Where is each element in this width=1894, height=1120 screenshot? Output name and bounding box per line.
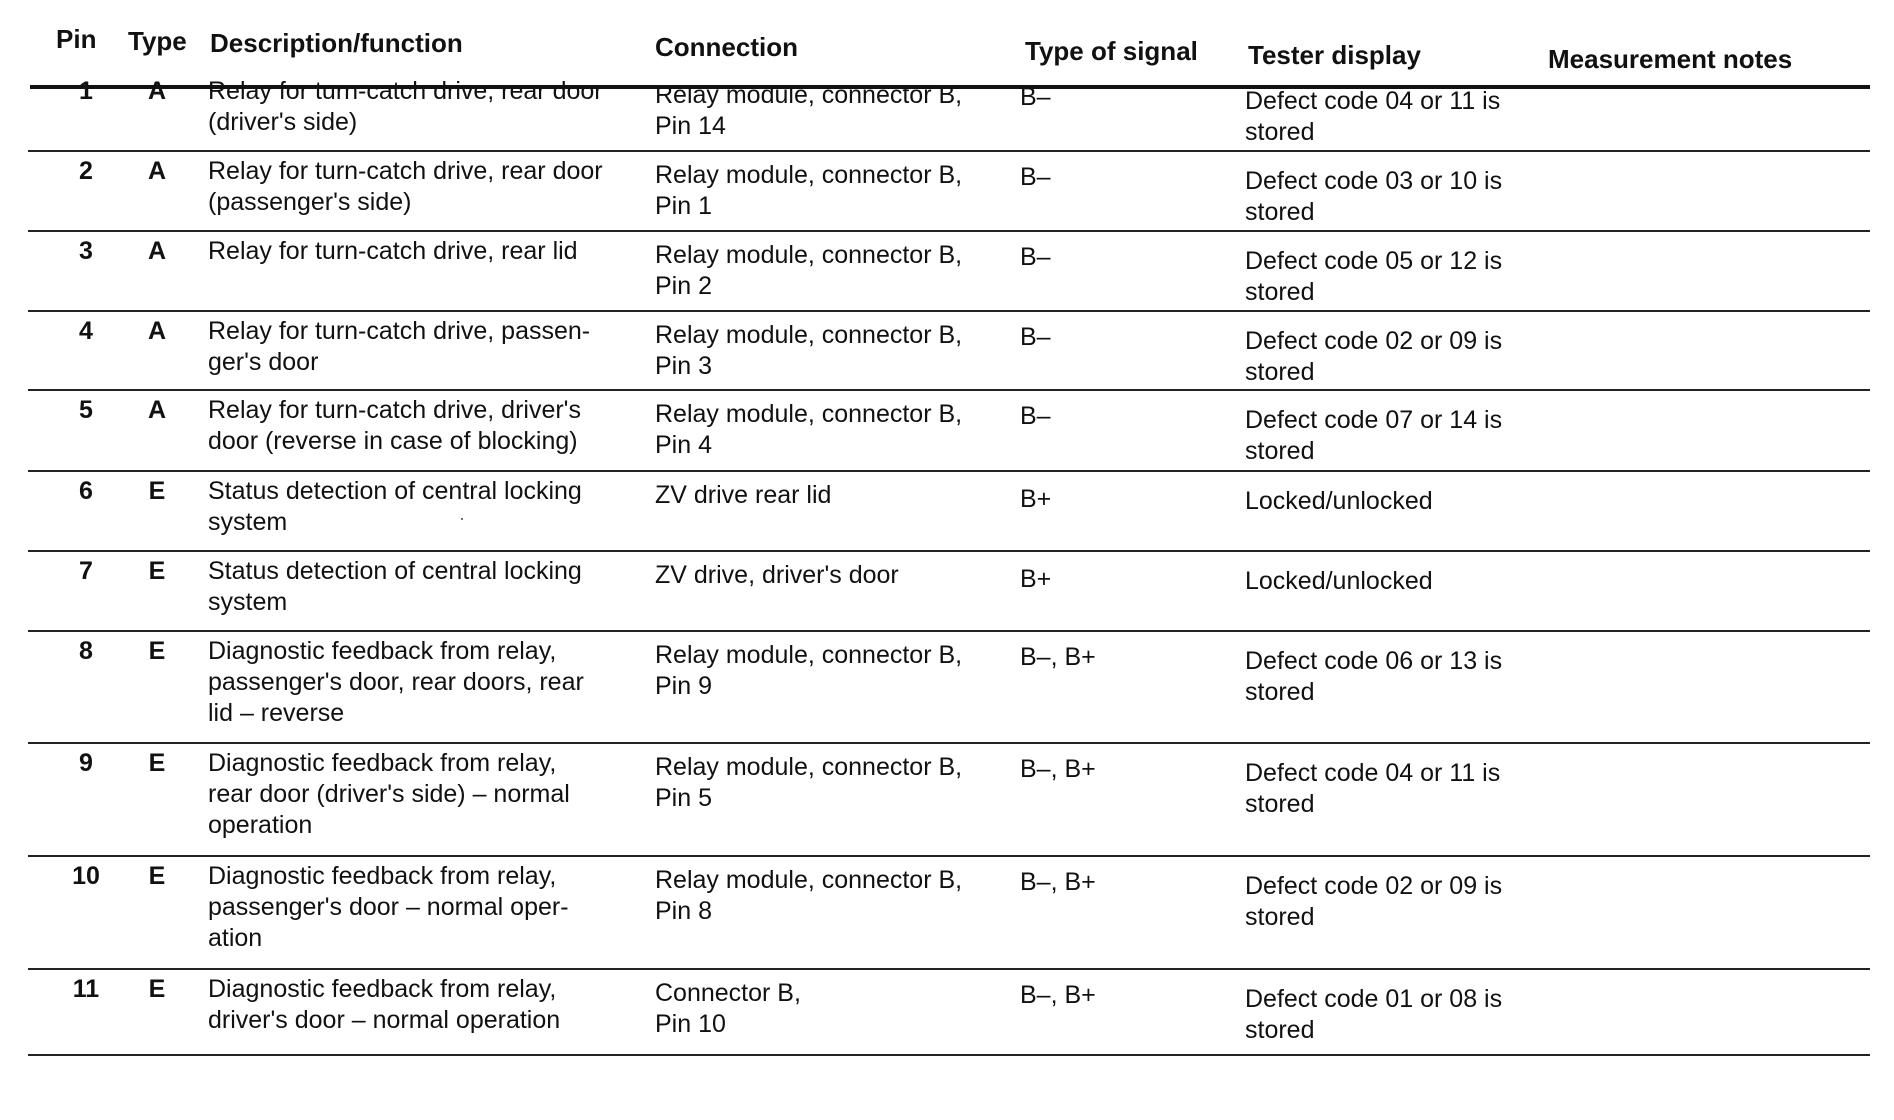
tester-cell (1245, 405, 1575, 467)
tester-line: stored (1245, 790, 1315, 818)
connection-line: Relay module, connector B, (655, 753, 963, 781)
type-cell: E (148, 975, 166, 1003)
description-line: door (reverse in case of blocking) (208, 427, 578, 455)
tester-line: Defect code 01 or 08 is (1245, 985, 1503, 1013)
description-line: Status detection of central locking (208, 557, 582, 585)
description-line: passenger's door, rear doors, rear (208, 668, 584, 696)
description-line: ger's door (208, 348, 319, 376)
description-line: (driver's side) (208, 108, 358, 136)
description-line: system (208, 508, 288, 536)
tester-line: Defect code 02 or 09 is (1245, 327, 1503, 355)
signal-cell: B– (1020, 83, 1051, 111)
tester-line: Locked/unlocked (1245, 487, 1433, 515)
connection-cell (655, 320, 1015, 382)
tester-line: stored (1245, 198, 1315, 226)
tester-line: stored (1245, 278, 1315, 306)
type-cell: E (148, 557, 166, 585)
description-line: operation (208, 811, 313, 839)
description-line: Diagnostic feedback from relay, (208, 749, 557, 777)
row-divider (28, 968, 1870, 970)
description-cell (208, 974, 648, 1036)
tester-line: stored (1245, 118, 1315, 146)
description-cell (208, 236, 648, 267)
description-line: Relay for turn-catch drive, passen- (208, 317, 591, 345)
tester-line: Locked/unlocked (1245, 567, 1433, 595)
connection-cell (655, 752, 1015, 814)
description-line: Status detection of central locking (208, 477, 582, 505)
tester-cell (1245, 646, 1575, 708)
table-header (0, 22, 1894, 84)
connection-cell (655, 640, 1015, 702)
signal-cell: B–, B+ (1020, 755, 1096, 783)
description-cell (208, 556, 648, 618)
row-divider (28, 470, 1870, 472)
connection-cell (655, 160, 1015, 222)
type-cell: A (147, 157, 167, 185)
connection-line: Relay module, connector B, (655, 241, 963, 269)
description-cell (208, 156, 648, 218)
type-cell: A (147, 317, 167, 345)
pin-cell: 7 (79, 557, 93, 585)
description-line: rear door (driver's side) – normal (208, 780, 570, 808)
tester-cell (1245, 246, 1575, 308)
connection-line: Relay module, connector B, (655, 641, 963, 669)
signal-cell: B–, B+ (1020, 643, 1096, 671)
type-cell: E (148, 749, 166, 777)
table-bottom-rule (28, 1054, 1870, 1056)
description-cell (208, 476, 648, 538)
pin-cell: 8 (79, 637, 93, 665)
signal-cell: B– (1020, 323, 1051, 351)
tester-line: Defect code 02 or 09 is (1245, 872, 1503, 900)
tester-line: Defect code 05 or 12 is (1245, 247, 1503, 275)
description-cell (208, 861, 648, 954)
connection-cell (655, 865, 1015, 927)
pin-cell: 10 (72, 862, 100, 890)
connection-line: Pin 10 (655, 1010, 726, 1038)
pin-cell: 2 (79, 157, 93, 185)
tester-cell (1245, 566, 1575, 597)
description-cell (208, 395, 648, 457)
pin-cell: 3 (79, 237, 93, 265)
signal-cell: B– (1020, 243, 1051, 271)
header-pin: Pin (56, 24, 97, 54)
type-cell: A (147, 396, 167, 424)
signal-cell: B+ (1020, 485, 1052, 513)
tester-line: stored (1245, 358, 1315, 386)
connection-line: Pin 3 (655, 352, 712, 380)
signal-cell: B– (1020, 402, 1051, 430)
type-cell: A (147, 77, 167, 105)
connection-line: Connector B, (655, 979, 801, 1007)
connection-line: Relay module, connector B, (655, 81, 963, 109)
header-connection: Connection (655, 32, 798, 62)
connection-line: Pin 4 (655, 431, 712, 459)
connection-line: Pin 14 (655, 112, 726, 140)
header-signal: Type of signal (1025, 36, 1198, 66)
description-line: Relay for turn-catch drive, rear lid (208, 237, 578, 265)
tester-cell (1245, 486, 1575, 517)
pin-cell: 1 (79, 77, 93, 105)
tester-cell (1245, 166, 1575, 228)
tester-cell (1245, 326, 1575, 388)
type-cell: E (148, 477, 166, 505)
description-cell (208, 76, 648, 138)
signal-cell: B–, B+ (1020, 981, 1096, 1009)
description-line: passenger's door – normal oper- (208, 893, 569, 921)
row-divider (28, 389, 1870, 391)
tester-line: stored (1245, 678, 1315, 706)
pin-cell: 4 (79, 317, 93, 345)
header-type: Type (128, 26, 187, 56)
connection-line: Pin 5 (655, 784, 712, 812)
description-line: Relay for turn-catch drive, rear door (208, 157, 603, 185)
connection-line: Pin 1 (655, 192, 712, 220)
description-line: Relay for turn-catch drive, driver's (208, 396, 581, 424)
row-divider (28, 230, 1870, 232)
connection-cell (655, 560, 1015, 591)
connection-cell (655, 399, 1015, 461)
type-cell: E (148, 862, 166, 890)
row-divider (28, 310, 1870, 312)
row-divider (28, 150, 1870, 152)
type-cell: E (148, 637, 166, 665)
connection-line: ZV drive rear lid (655, 481, 832, 509)
print-speck (461, 518, 463, 520)
connection-line: Relay module, connector B, (655, 321, 963, 349)
connection-line: Relay module, connector B, (655, 161, 963, 189)
header-description: Description/function (210, 28, 463, 58)
description-cell (208, 316, 648, 378)
row-divider (28, 855, 1870, 857)
connection-line: Pin 9 (655, 672, 712, 700)
tester-line: stored (1245, 903, 1315, 931)
connection-cell (655, 80, 1015, 142)
tester-cell (1245, 86, 1575, 148)
tester-line: Defect code 04 or 11 is (1245, 87, 1501, 115)
tester-line: stored (1245, 437, 1315, 465)
signal-cell: B– (1020, 163, 1051, 191)
connection-line: Relay module, connector B, (655, 400, 963, 428)
pin-cell: 9 (79, 749, 93, 777)
description-cell (208, 636, 648, 729)
description-line: lid – reverse (208, 699, 345, 727)
connection-cell (655, 978, 1015, 1040)
signal-cell: B–, B+ (1020, 868, 1096, 896)
connection-cell (655, 480, 1015, 511)
connection-line: Pin 2 (655, 272, 712, 300)
tester-line: Defect code 03 or 10 is (1245, 167, 1503, 195)
description-line: Diagnostic feedback from relay, (208, 975, 557, 1003)
tester-line: Defect code 06 or 13 is (1245, 647, 1503, 675)
pin-cell: 5 (79, 396, 93, 424)
connection-cell (655, 240, 1015, 302)
pin-cell: 6 (79, 477, 93, 505)
description-line: Diagnostic feedback from relay, (208, 862, 557, 890)
tester-line: Defect code 07 or 14 is (1245, 406, 1503, 434)
tester-cell (1245, 871, 1575, 933)
header-tester: Tester display (1248, 40, 1421, 70)
header-notes: Measurement notes (1548, 44, 1793, 74)
description-line: driver's door – normal operation (208, 1006, 561, 1034)
connection-line: Relay module, connector B, (655, 866, 963, 894)
description-line: Relay for turn-catch drive, rear door (208, 77, 603, 105)
tester-cell (1245, 758, 1575, 820)
pin-cell: 11 (72, 975, 100, 1003)
row-divider (28, 550, 1870, 552)
row-divider (28, 742, 1870, 744)
description-cell (208, 748, 648, 841)
tester-cell (1245, 984, 1575, 1046)
description-line: Diagnostic feedback from relay, (208, 637, 557, 665)
tester-line: Defect code 04 or 11 is (1245, 759, 1501, 787)
description-line: ation (208, 924, 263, 952)
tester-line: stored (1245, 1016, 1315, 1044)
row-divider (28, 630, 1870, 632)
connection-line: ZV drive, driver's door (655, 561, 899, 589)
type-cell: A (147, 237, 167, 265)
signal-cell: B+ (1020, 565, 1052, 593)
connection-line: Pin 8 (655, 897, 712, 925)
description-line: system (208, 588, 288, 616)
description-line: (passenger's side) (208, 188, 412, 216)
